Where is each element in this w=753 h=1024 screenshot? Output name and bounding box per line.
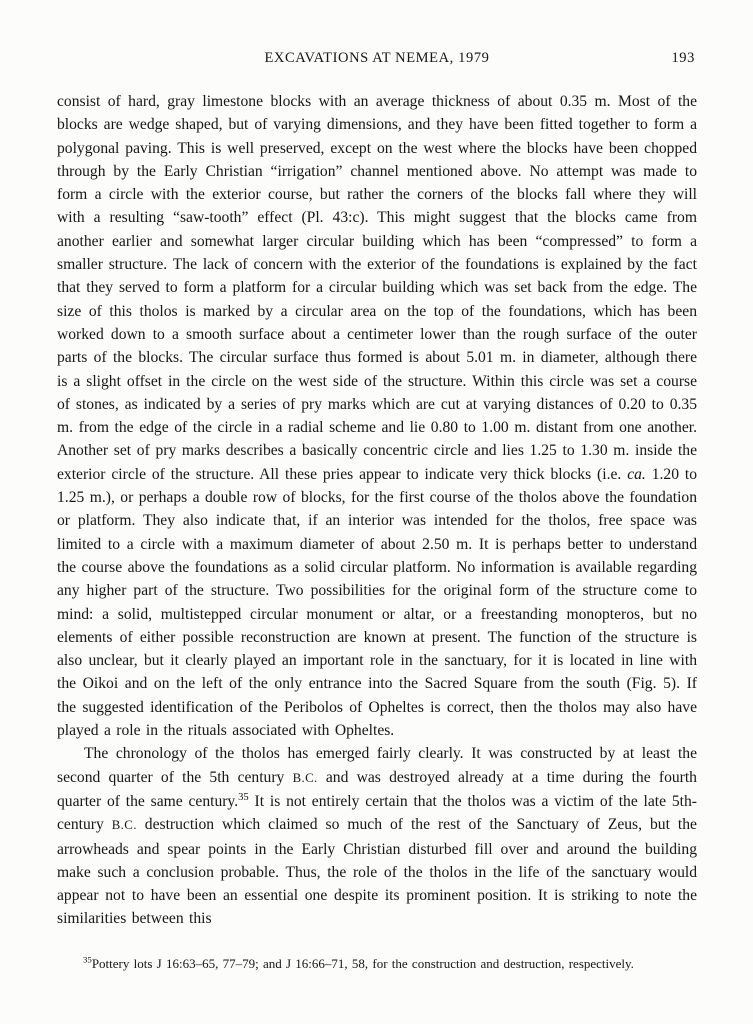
paragraph-1: consist of hard, gray limestone blocks with an average thickness of about 0.35 m. Most of the blocks are wedge shaped, but of varying dimensions, and they have been fitted together to form a polygonal paving. This is well preserved, except on the west where the blocks have been chopped through by the Early Christian “irrigation” channel mentioned above. No attempt was made to form a circle with the exterior course, but rather the corners of the blocks fall where they will with a resulting “saw-tooth” effect (Pl. 43:c). This might suggest that the blocks came from another earlier and somewhat larger circular building which has been “compressed” to form a smaller structure. The lack of concern with the exterior of the foundations is explained by the fact that they served to form a platform for a circular building which was set back from the edge. The size of this tholos is marked by a circular area on the top of the foundations, which has been worked down to a smooth surface about a centimeter lower than the rough surface of the outer parts of the blocks. The circular surface thus formed is about 5.01 m. in diameter, although there is a slight offset in the circle on the west side of the structure. Within this circle was set a course of stones, as indicated by a series of pry marks which are cut at varying distances of 0.20 to 0.35 m. from the edge of the circle in a radial scheme and lie 0.80 to 1.00 m. distant from one another. Another set of pry marks describes a basically concentric circle and lies 1.25 to 1.30 m. inside the exterior circle of the structure. All these pries appear to indicate very thick blocks (i.e. ca. 1.20 to 1.25 m.), or perhaps a double row of blocks, for the first course of the tholos above the foundation or platform. They also indicate that, if an interior was intended for the tholos, free space was limited to a circle with a maximum diameter of about 2.50 m. It is perhaps better to understand the course above the foundations as a solid circular platform. No information is available regarding any higher part of the structure. Two possibilities for the original form of the structure come to mind: a solid, multistepped circular monument or altar, or a freestanding monopteros, but no elements of either possible reconstruction are known at present. The function of the structure is also unclear, but it clearly played an important role in the sanctuary, for it is located in line with the Oikoi and on the left of the only entrance into the Sacred Square from the south (Fig. 5). If the suggested identification of the Peribolos of Opheltes is correct, then the tholos may also have played a role in the rituals associated with Opheltes. [57, 93, 698, 740]
page-content [57, 50, 697, 973]
header-title: EXCAVATIONS AT NEMEA, 1979 [264, 50, 490, 66]
body-text [57, 90, 697, 931]
footnote-text: $^{35}$Pottery lots J 16:63–65, 77–79; and J 16:66–71, 58, for the construction and destruction, respectively. [83, 954, 634, 971]
footnote [57, 954, 697, 973]
paragraph-2: The chronology of the tholos has emerged fairly clearly. It was constructed by at least the second quarter of the 5th century B.C. and was destroyed already at a time during the fourth quarter of the same century.$^{35}$ It is not entirely certain that the tholos was a victim of the late 5th-century B.C. destruction which claimed so much of the rest of the Sanctuary of Zeus, but the arrowheads and spear points in the Early Christian disturbed fill over and around the building make such a conclusion probable. Thus, the role of the tholos in the life of the sanctuary would appear not to have been an essential one despite its prominent position. It is striking to note the similarities between this [57, 745, 697, 928]
running-header [57, 50, 697, 72]
page-number: 193 [671, 50, 695, 66]
